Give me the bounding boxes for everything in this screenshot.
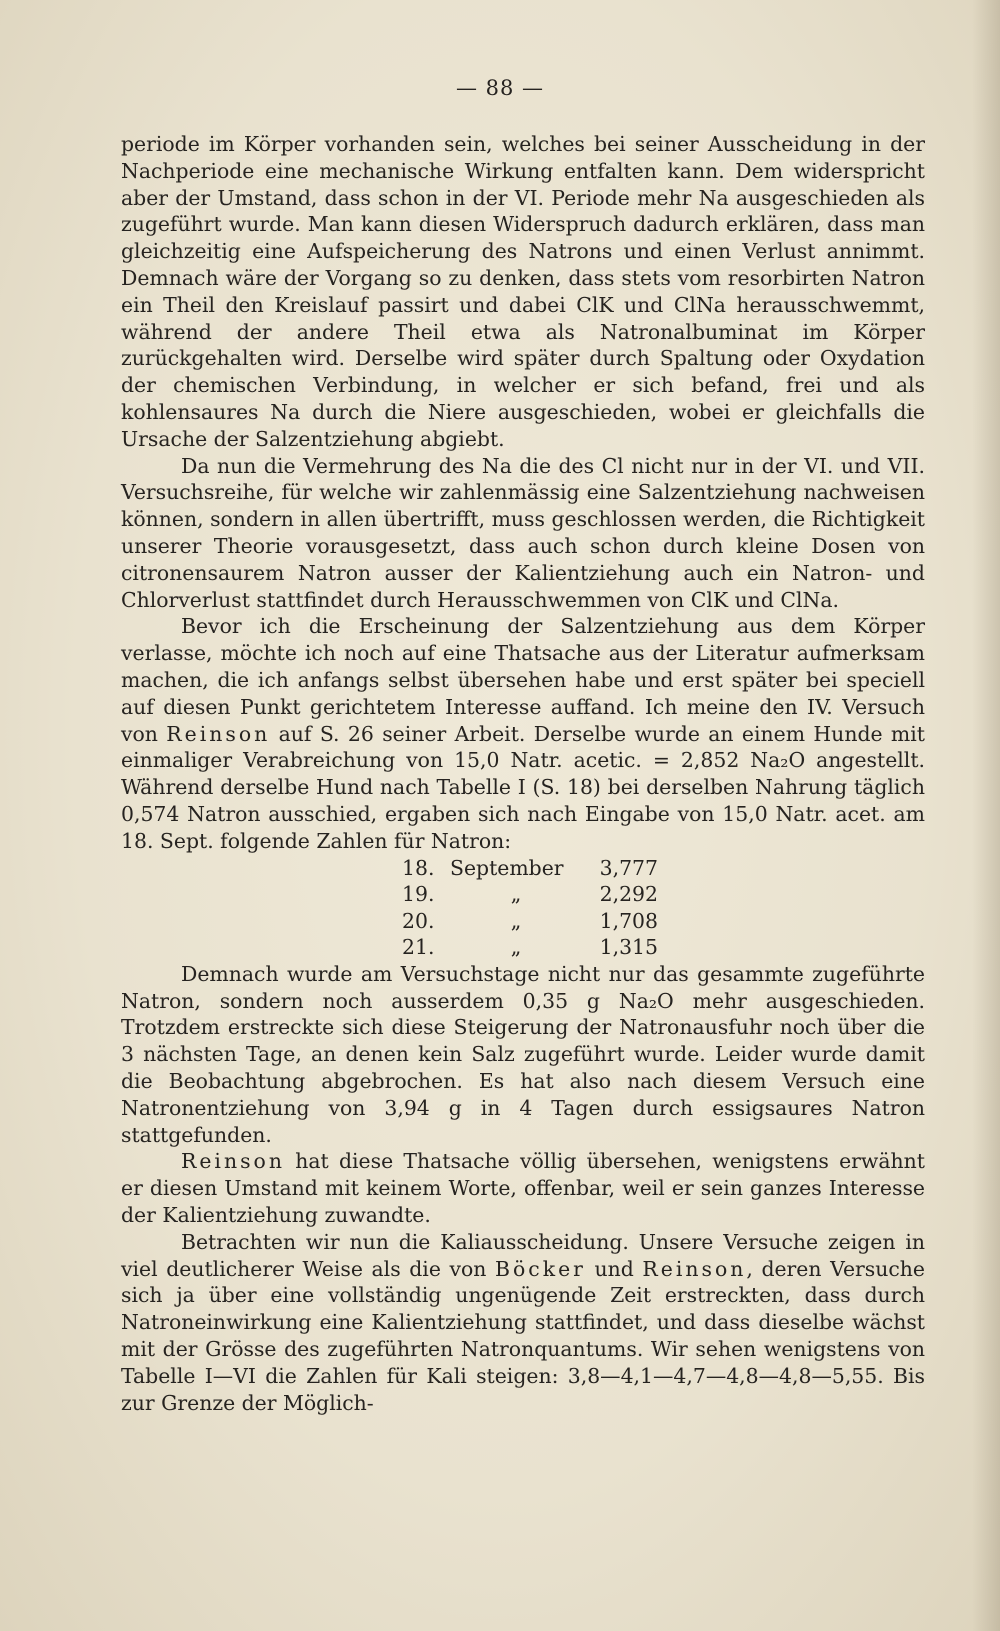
table-cell-day: 19. [402, 882, 435, 907]
table-cell-month: September [450, 855, 564, 880]
table-row [402, 908, 658, 935]
table-cell-month: „ [510, 935, 522, 960]
table-row [402, 934, 658, 961]
table-cell-day: 21. [402, 935, 435, 960]
table-cell-value: 1,315 [599, 935, 658, 960]
paragraph: Da nun die Vermehrung des Na die des Cl nicht nur in der VI. und VII. Versuchsreihe, für welche wir zahlenmässig eine Salzentziehung nachweisen können, sondern in allen übertrifft, muss geschlossen werden, die Richtigkeit unserer Theorie vorausgesetzt, dass auch schon durch kleine Dosen von citronensaurem Natron ausser der Kalientziehung auch ein Natron- und Chlorverlust stattfindet durch Herausschwemmen von ClK und ClNa. [121, 453, 925, 612]
table-cell-value: 3,777 [599, 855, 658, 880]
page-number: — 88 — [455, 76, 545, 100]
table-cell-month: „ [510, 908, 522, 933]
author-name: Reinson [166, 721, 271, 746]
body-text [121, 131, 925, 1416]
paragraph [121, 613, 925, 854]
paragraph [121, 1148, 925, 1228]
text-run: hat diese Thatsache völlig übersehen, wenigstens erwähnt er diesen Umstand mit keinem Worte, offenbar, weil er sein ganzes Interesse der Kalientziehung zuwandte. [121, 1149, 925, 1228]
table-row [402, 855, 658, 882]
natron-table [402, 855, 658, 961]
table-cell-day: 20. [402, 908, 435, 933]
paragraph: Demnach wurde am Versuchstage nicht nur das gesammte zugeführte Natron, sondern noch ausserdem 0,35 g Na₂O mehr ausgeschieden. Trotzdem erstreckte sich diese Steigerung der Natronausfuhr noch über die 3 nächsten Tage, an denen kein Salz zugeführt wurde. Leider wurde damit die Beobachtung abgebrochen. Es hat also nach diesem Versuch eine Natronentziehung von 3,94 g in 4 Tagen durch essigsaures Natron stattgefunden. [121, 961, 925, 1147]
text-run: und [585, 1256, 643, 1281]
table-cell-month: „ [510, 882, 522, 907]
author-name: Reinson [642, 1256, 747, 1281]
table-cell-day: 18. [402, 855, 435, 880]
table-cell-value: 1,708 [599, 908, 658, 933]
text-run: Betrachten wir nun die Kaliausscheidung. Unsere Versuche zeigen in viel deutlicherer Weise als die von [121, 1229, 925, 1281]
text-run: auf S. 26 seiner Arbeit. Derselbe wurde an einem Hunde mit einmaliger Verabreichung von 15,0 Natr. acetic. = 2,852 Na₂O angestellt. Während derselbe Hund nach Tabelle I (S. 18) bei derselben Nahrung täglich 0,574 Natron ausschied, ergaben sich nach Eingabe von 15,0 Natr. acet. am 18. Sept. folgende Zahlen für Natron: [121, 721, 925, 853]
paragraph [121, 1229, 925, 1417]
text-run: Bevor ich die Erscheinung der Salzentziehung aus dem Körper verlasse, möchte ich noch auf eine Thatsache aus der Literatur aufmerksam machen, die ich anfangs selbst übersehen habe und erst später bei speciell auf diesen Punkt gerichtetem Interesse auffand. Ich meine den IV. Versuch von [121, 614, 925, 746]
table-row [402, 881, 658, 908]
text-run: , deren Versuche sich ja über eine vollständig ungenügende Zeit erstreckten, dass durch Natroneinwirkung eine Kalientziehung stattfindet, und dass dieselbe wächst mit der Grösse des zugeführten Natronquantums. Wir sehen wenigstens von Tabelle I—VI die Zahlen für Kali steigen: 3,8—4,1—4,7—4,8—4,8—5,55. Bis zur Grenze der Möglich- [121, 1256, 925, 1415]
author-name: Reinson [181, 1149, 285, 1174]
page-edge-shadow [972, 0, 1000, 1631]
paragraph: periode im Körper vorhanden sein, welches bei seiner Ausscheidung in der Nachperiode eine mechanische Wirkung entfalten kann. Dem widerspricht aber der Umstand, dass schon in der VI. Periode mehr Na ausgeschieden als zugeführt wurde. Man kann diesen Widerspruch dadurch erklären, dass man gleichzeitig eine Aufspeicherung des Natrons und einen Verlust annimmt. Demnach wäre der Vorgang so zu denken, dass stets vom resorbirten Natron ein Theil den Kreislauf passirt und dabei ClK und ClNa herausschwemmt, während der andere Theil etwa als Natronalbuminat im Körper zurückgehalten wird. Derselbe wird später durch Spaltung oder Oxydation der chemischen Verbindung, in welcher er sich befand, frei und als kohlensaures Na durch die Niere ausgeschieden, wobei er gleichfalls die Ursache der Salzentziehung abgiebt. [121, 132, 925, 451]
table-cell-value: 2,292 [599, 882, 658, 907]
author-name: Böcker [495, 1256, 586, 1281]
